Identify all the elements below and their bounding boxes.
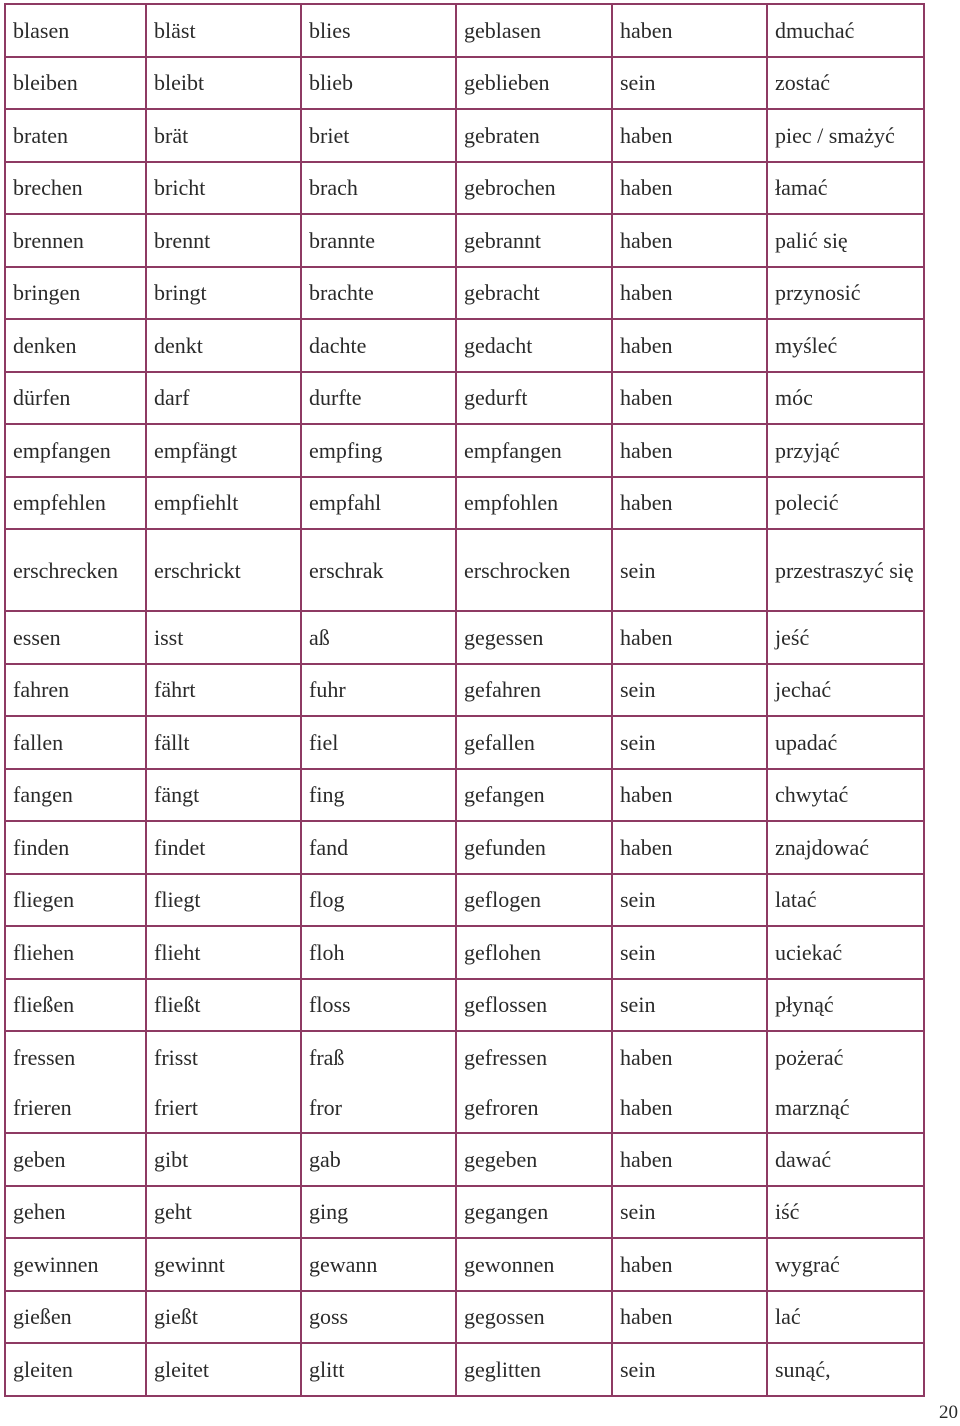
table-row bbox=[5, 874, 924, 927]
cell-infinitive: gehen bbox=[5, 1186, 146, 1239]
cell-translation: iść bbox=[767, 1186, 924, 1239]
cell-present-3sg: gleitet bbox=[146, 1343, 301, 1396]
cell-infinitive: geben bbox=[5, 1133, 146, 1186]
cell-present-3sg: findet bbox=[146, 821, 301, 874]
cell-auxiliary: haben bbox=[612, 1083, 767, 1133]
cell-infinitive: gießen bbox=[5, 1291, 146, 1344]
cell-past-participle: gegeben bbox=[456, 1133, 612, 1186]
table-row bbox=[5, 424, 924, 477]
cell-infinitive: fangen bbox=[5, 769, 146, 822]
cell-past-participle: gefressen bbox=[456, 1031, 612, 1083]
cell-preterite: empfing bbox=[301, 424, 456, 477]
cell-infinitive: bringen bbox=[5, 267, 146, 320]
table-row bbox=[5, 1031, 924, 1083]
cell-past-participle: gebraten bbox=[456, 109, 612, 162]
cell-present-3sg: denkt bbox=[146, 319, 301, 372]
cell-translation: piec / smażyć bbox=[767, 109, 924, 162]
table-row bbox=[5, 372, 924, 425]
cell-present-3sg: bringt bbox=[146, 267, 301, 320]
cell-preterite: aß bbox=[301, 611, 456, 664]
cell-preterite: fiel bbox=[301, 716, 456, 769]
cell-translation: zostać bbox=[767, 57, 924, 110]
cell-auxiliary: haben bbox=[612, 162, 767, 215]
cell-past-participle: gegangen bbox=[456, 1186, 612, 1239]
cell-auxiliary: haben bbox=[612, 1238, 767, 1291]
table-row bbox=[5, 1238, 924, 1291]
cell-infinitive: fallen bbox=[5, 716, 146, 769]
table-row bbox=[5, 1343, 924, 1396]
cell-past-participle: empfangen bbox=[456, 424, 612, 477]
table-row bbox=[5, 1133, 924, 1186]
cell-present-3sg: isst bbox=[146, 611, 301, 664]
cell-past-participle: gebrannt bbox=[456, 214, 612, 267]
table-row bbox=[5, 664, 924, 717]
cell-past-participle: gegessen bbox=[456, 611, 612, 664]
cell-translation: móc bbox=[767, 372, 924, 425]
cell-translation: jechać bbox=[767, 664, 924, 717]
cell-past-participle: geglitten bbox=[456, 1343, 612, 1396]
cell-infinitive: essen bbox=[5, 611, 146, 664]
cell-past-participle: geflossen bbox=[456, 979, 612, 1032]
cell-past-participle: gefahren bbox=[456, 664, 612, 717]
cell-present-3sg: gibt bbox=[146, 1133, 301, 1186]
cell-translation: palić się bbox=[767, 214, 924, 267]
table-row bbox=[5, 477, 924, 530]
page-number: 20 bbox=[939, 1402, 958, 1423]
cell-auxiliary: haben bbox=[612, 372, 767, 425]
cell-past-participle: gefroren bbox=[456, 1083, 612, 1133]
cell-translation: marznąć bbox=[767, 1083, 924, 1133]
cell-auxiliary: haben bbox=[612, 611, 767, 664]
cell-present-3sg: fliegt bbox=[146, 874, 301, 927]
cell-preterite: glitt bbox=[301, 1343, 456, 1396]
cell-present-3sg: empfiehlt bbox=[146, 477, 301, 530]
cell-past-participle: geblieben bbox=[456, 57, 612, 110]
cell-auxiliary: haben bbox=[612, 4, 767, 57]
cell-preterite: fraß bbox=[301, 1031, 456, 1083]
cell-past-participle: geflohen bbox=[456, 926, 612, 979]
cell-preterite: gewann bbox=[301, 1238, 456, 1291]
cell-present-3sg: empfängt bbox=[146, 424, 301, 477]
cell-auxiliary: sein bbox=[612, 1343, 767, 1396]
cell-present-3sg: friert bbox=[146, 1083, 301, 1133]
cell-preterite: erschrak bbox=[301, 529, 456, 611]
cell-past-participle: gewonnen bbox=[456, 1238, 612, 1291]
cell-present-3sg: geht bbox=[146, 1186, 301, 1239]
cell-translation: dmuchać bbox=[767, 4, 924, 57]
table-row bbox=[5, 57, 924, 110]
cell-auxiliary: sein bbox=[612, 716, 767, 769]
cell-preterite: floh bbox=[301, 926, 456, 979]
table-row bbox=[5, 1083, 924, 1133]
cell-infinitive: finden bbox=[5, 821, 146, 874]
cell-infinitive: bleiben bbox=[5, 57, 146, 110]
cell-auxiliary: sein bbox=[612, 57, 767, 110]
cell-infinitive: denken bbox=[5, 319, 146, 372]
cell-auxiliary: sein bbox=[612, 874, 767, 927]
cell-present-3sg: flieht bbox=[146, 926, 301, 979]
cell-translation: uciekać bbox=[767, 926, 924, 979]
cell-auxiliary: sein bbox=[612, 529, 767, 611]
cell-translation: wygrać bbox=[767, 1238, 924, 1291]
cell-infinitive: blasen bbox=[5, 4, 146, 57]
cell-preterite: goss bbox=[301, 1291, 456, 1344]
cell-preterite: brannte bbox=[301, 214, 456, 267]
cell-present-3sg: brät bbox=[146, 109, 301, 162]
cell-present-3sg: gewinnt bbox=[146, 1238, 301, 1291]
cell-past-participle: gegossen bbox=[456, 1291, 612, 1344]
cell-auxiliary: haben bbox=[612, 821, 767, 874]
cell-translation: przyjąć bbox=[767, 424, 924, 477]
table-row bbox=[5, 529, 924, 611]
cell-translation: przestraszyć się bbox=[767, 529, 924, 611]
cell-present-3sg: brennt bbox=[146, 214, 301, 267]
table-row bbox=[5, 319, 924, 372]
cell-translation: polecić bbox=[767, 477, 924, 530]
cell-infinitive: fressen bbox=[5, 1031, 146, 1083]
cell-present-3sg: fängt bbox=[146, 769, 301, 822]
cell-infinitive: empfehlen bbox=[5, 477, 146, 530]
cell-infinitive: braten bbox=[5, 109, 146, 162]
cell-present-3sg: gießt bbox=[146, 1291, 301, 1344]
table-row bbox=[5, 1186, 924, 1239]
cell-translation: upadać bbox=[767, 716, 924, 769]
cell-infinitive: brechen bbox=[5, 162, 146, 215]
table-row bbox=[5, 926, 924, 979]
cell-translation: przynosić bbox=[767, 267, 924, 320]
cell-past-participle: gedurft bbox=[456, 372, 612, 425]
cell-translation: łamać bbox=[767, 162, 924, 215]
table-row bbox=[5, 1291, 924, 1344]
cell-present-3sg: bleibt bbox=[146, 57, 301, 110]
cell-translation: pożerać bbox=[767, 1031, 924, 1083]
cell-preterite: ging bbox=[301, 1186, 456, 1239]
cell-infinitive: fliehen bbox=[5, 926, 146, 979]
cell-past-participle: gefunden bbox=[456, 821, 612, 874]
cell-preterite: fuhr bbox=[301, 664, 456, 717]
table-row bbox=[5, 4, 924, 57]
cell-preterite: floss bbox=[301, 979, 456, 1032]
cell-preterite: gab bbox=[301, 1133, 456, 1186]
cell-preterite: flog bbox=[301, 874, 456, 927]
cell-translation: lać bbox=[767, 1291, 924, 1344]
cell-auxiliary: haben bbox=[612, 319, 767, 372]
cell-infinitive: fliegen bbox=[5, 874, 146, 927]
cell-present-3sg: darf bbox=[146, 372, 301, 425]
cell-auxiliary: sein bbox=[612, 926, 767, 979]
cell-preterite: durfte bbox=[301, 372, 456, 425]
cell-auxiliary: haben bbox=[612, 109, 767, 162]
cell-present-3sg: bläst bbox=[146, 4, 301, 57]
cell-present-3sg: fährt bbox=[146, 664, 301, 717]
cell-past-participle: geflogen bbox=[456, 874, 612, 927]
table-row bbox=[5, 979, 924, 1032]
table-row bbox=[5, 611, 924, 664]
cell-infinitive: dürfen bbox=[5, 372, 146, 425]
cell-infinitive: frieren bbox=[5, 1083, 146, 1133]
table-row bbox=[5, 821, 924, 874]
cell-auxiliary: haben bbox=[612, 1031, 767, 1083]
cell-present-3sg: fällt bbox=[146, 716, 301, 769]
table-row bbox=[5, 267, 924, 320]
verb-table-body bbox=[5, 4, 924, 1396]
cell-preterite: blies bbox=[301, 4, 456, 57]
cell-preterite: empfahl bbox=[301, 477, 456, 530]
cell-translation: dawać bbox=[767, 1133, 924, 1186]
cell-translation: chwytać bbox=[767, 769, 924, 822]
cell-infinitive: gleiten bbox=[5, 1343, 146, 1396]
cell-preterite: dachte bbox=[301, 319, 456, 372]
cell-infinitive: empfangen bbox=[5, 424, 146, 477]
cell-present-3sg: frisst bbox=[146, 1031, 301, 1083]
cell-auxiliary: haben bbox=[612, 214, 767, 267]
cell-infinitive: brennen bbox=[5, 214, 146, 267]
cell-past-participle: geblasen bbox=[456, 4, 612, 57]
cell-infinitive: gewinnen bbox=[5, 1238, 146, 1291]
cell-translation: jeść bbox=[767, 611, 924, 664]
cell-auxiliary: haben bbox=[612, 769, 767, 822]
cell-past-participle: gebracht bbox=[456, 267, 612, 320]
verb-table bbox=[4, 3, 925, 1397]
cell-past-participle: empfohlen bbox=[456, 477, 612, 530]
cell-present-3sg: bricht bbox=[146, 162, 301, 215]
cell-auxiliary: sein bbox=[612, 979, 767, 1032]
cell-past-participle: erschrocken bbox=[456, 529, 612, 611]
cell-auxiliary: sein bbox=[612, 664, 767, 717]
cell-past-participle: gedacht bbox=[456, 319, 612, 372]
cell-translation: myśleć bbox=[767, 319, 924, 372]
cell-translation: sunąć, bbox=[767, 1343, 924, 1396]
cell-preterite: briet bbox=[301, 109, 456, 162]
cell-translation: płynąć bbox=[767, 979, 924, 1032]
cell-past-participle: gefallen bbox=[456, 716, 612, 769]
table-row bbox=[5, 109, 924, 162]
cell-preterite: fand bbox=[301, 821, 456, 874]
table-row bbox=[5, 769, 924, 822]
table-row bbox=[5, 214, 924, 267]
cell-preterite: brachte bbox=[301, 267, 456, 320]
cell-past-participle: gefangen bbox=[456, 769, 612, 822]
cell-auxiliary: haben bbox=[612, 267, 767, 320]
cell-auxiliary: haben bbox=[612, 1291, 767, 1344]
cell-past-participle: gebrochen bbox=[456, 162, 612, 215]
cell-preterite: fror bbox=[301, 1083, 456, 1133]
cell-present-3sg: fließt bbox=[146, 979, 301, 1032]
cell-present-3sg: erschrickt bbox=[146, 529, 301, 611]
cell-auxiliary: haben bbox=[612, 1133, 767, 1186]
cell-infinitive: fahren bbox=[5, 664, 146, 717]
table-row bbox=[5, 716, 924, 769]
table-row bbox=[5, 162, 924, 215]
cell-infinitive: erschrecken bbox=[5, 529, 146, 611]
cell-translation: znajdować bbox=[767, 821, 924, 874]
cell-infinitive: fließen bbox=[5, 979, 146, 1032]
cell-auxiliary: haben bbox=[612, 424, 767, 477]
cell-preterite: fing bbox=[301, 769, 456, 822]
cell-translation: latać bbox=[767, 874, 924, 927]
cell-preterite: brach bbox=[301, 162, 456, 215]
cell-preterite: blieb bbox=[301, 57, 456, 110]
cell-auxiliary: haben bbox=[612, 477, 767, 530]
cell-auxiliary: sein bbox=[612, 1186, 767, 1239]
